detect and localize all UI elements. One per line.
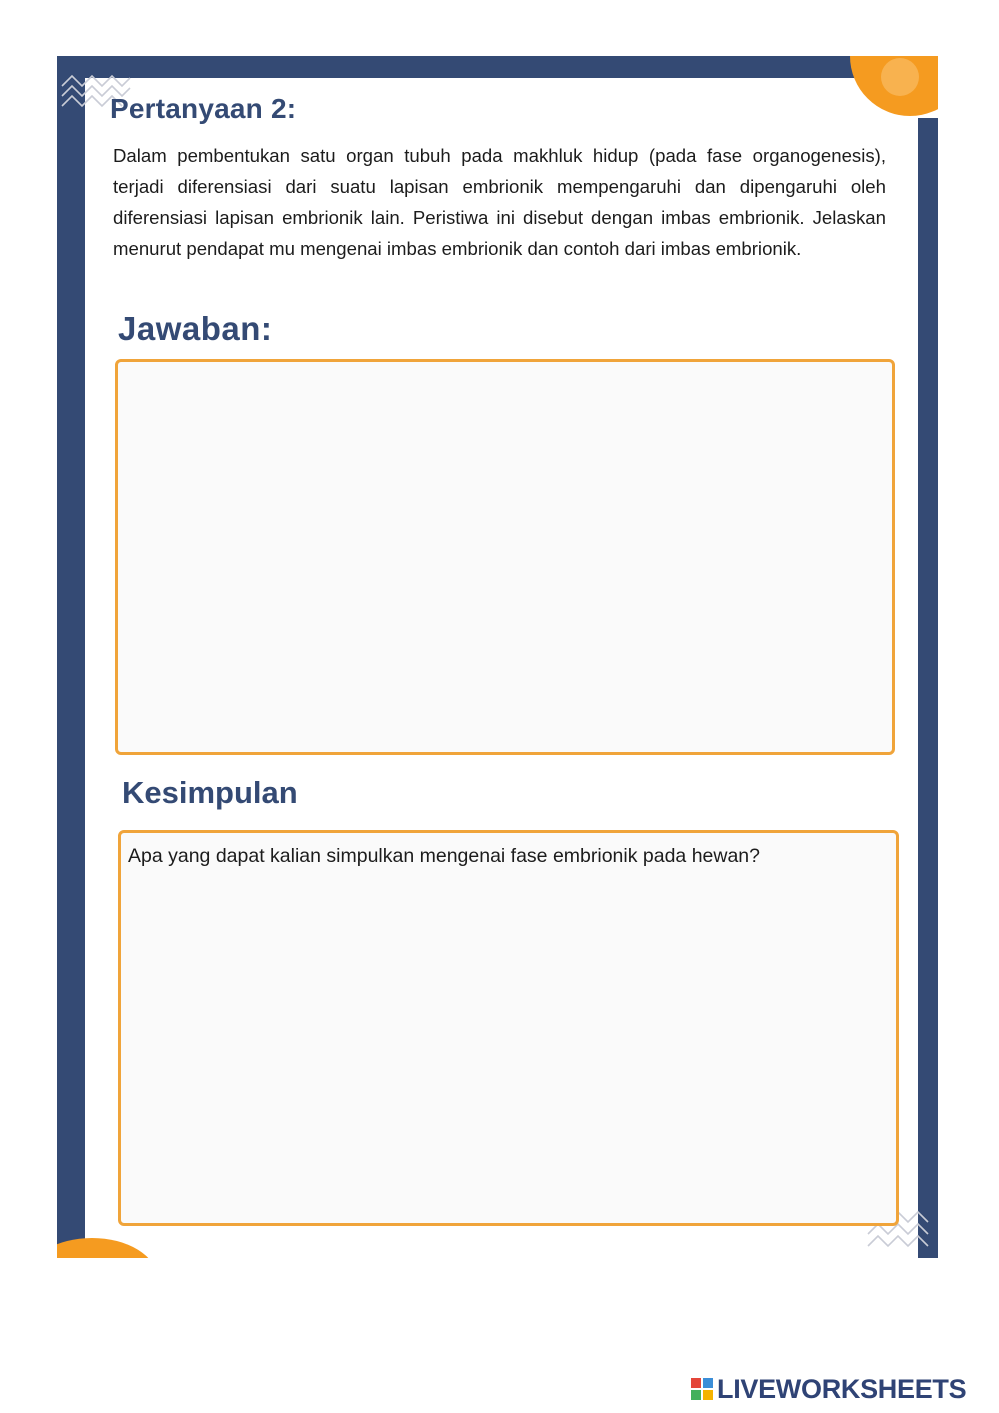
frame-left-border <box>57 56 85 1258</box>
frame-top-border <box>57 56 938 78</box>
corner-circle-decoration <box>850 56 938 118</box>
conclusion-prompt: Apa yang dapat kalian simpulkan mengenai fase embrionik pada hewan? <box>128 845 760 867</box>
question-text: Dalam pembentukan satu organ tubuh pada makhluk hidup (pada fase organogenesis), terjadi diferensiasi dari suatu lapisan embrionik mempengaruhi dan dipengaruhi oleh diferensiasi lapisan embrionik lain. Peristiwa ini disebut dengan imbas embrionik. Jelaskan menurut pendapat mu mengenai imbas embrionik dan contoh dari imbas embrionik. <box>113 145 886 259</box>
frame-right-border <box>918 118 938 1258</box>
question-heading: Pertanyaan 2: <box>110 93 297 124</box>
corner-circle-decoration-bottom <box>57 1238 149 1258</box>
liveworksheets-logo[interactable] <box>690 1374 966 1404</box>
brand-name: LIVEWORKSHEETS <box>717 1373 967 1404</box>
answer-heading: Jawaban: <box>118 310 273 347</box>
liveworksheets-logo-icon <box>690 1377 714 1401</box>
conclusion-heading: Kesimpulan <box>122 775 298 810</box>
conclusion-input-box[interactable] <box>118 830 899 1226</box>
answer-input-box[interactable] <box>115 359 895 755</box>
